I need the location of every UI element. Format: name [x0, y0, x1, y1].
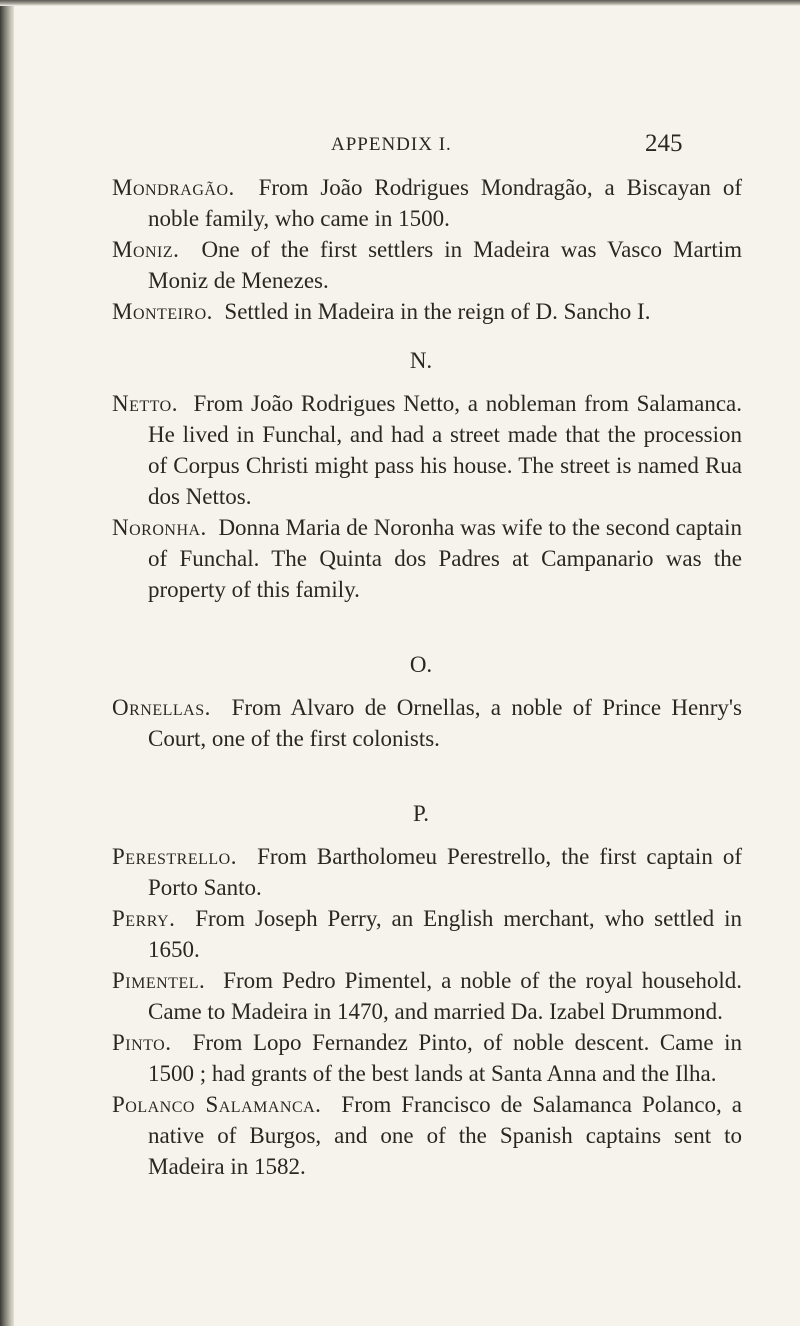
entry-head: Pinto.	[112, 1030, 172, 1055]
entry-mondragao	[112, 172, 742, 234]
entry-text: From Bartholomeu Perestrello, the first captain of Porto Santo.	[148, 844, 743, 900]
page-number: 245	[645, 130, 683, 157]
entry-head: Ornellas.	[112, 695, 211, 720]
book-binding-shadow	[0, 0, 14, 1326]
entry-head: Perry.	[112, 906, 176, 931]
entry-head: Pimentel.	[112, 968, 206, 993]
entry-text: From Francisco de Salamanca Polanco, a native of Burgos, and one of the Spanish captains sent to Madeira in 1582.	[148, 1092, 743, 1179]
entry-text: From Pedro Pimentel, a noble of the royal household. Came to Madeira in 1470, and married Da. Izabel Drummond.	[148, 968, 742, 1024]
section-letter-p: P.	[413, 801, 429, 826]
entry-text: Donna Maria de Noronha was wife to the second captain of Funchal. The Quinta dos Padres at Campanario was the property of this family.	[148, 515, 743, 602]
entry-head: Moniz.	[112, 237, 180, 262]
section-letter-o: O.	[409, 652, 433, 677]
entry-head: Monteiro.	[112, 299, 213, 324]
entry-ornellas	[112, 692, 742, 754]
entry-pinto	[112, 1027, 742, 1089]
entry-head: Mondragão.	[112, 175, 235, 200]
entry-head: Polanco Salamanca.	[112, 1092, 322, 1117]
page-top-edge	[0, 0, 800, 6]
entry-moniz	[112, 234, 742, 296]
entry-noronha	[112, 512, 742, 605]
entry-netto	[112, 388, 742, 512]
page-body	[112, 172, 742, 1182]
running-title: APPENDIX I.	[331, 134, 452, 155]
page-header	[0, 128, 800, 168]
entry-monteiro	[112, 296, 742, 327]
entry-text: From Alvaro de Ornellas, a noble of Prince Henry's Court, one of the first colonists.	[148, 695, 742, 751]
entry-text: Settled in Madeira in the reign of D. Sancho I.	[224, 299, 651, 324]
entry-head: Netto.	[112, 391, 178, 416]
entry-text: From João Rodrigues Mondragão, a Biscayan of noble family, who came in 1500.	[148, 175, 742, 231]
entry-head: Noronha.	[112, 515, 207, 540]
entry-text: From Joseph Perry, an English merchant, who settled in 1650.	[148, 906, 742, 962]
entry-perry	[112, 903, 742, 965]
entry-text: From Lopo Fernandez Pinto, of noble descent. Came in 1500 ; had grants of the best lands at Santa Anna and the Ilha.	[148, 1030, 742, 1086]
section-letter-n: N.	[409, 348, 433, 373]
entry-text: From João Rodrigues Netto, a nobleman from Salamanca. He lived in Funchal, and had a street made that the procession of Corpus Christi might pass his house. The street is named Rua dos Nettos.	[148, 391, 742, 509]
entry-perestrello	[112, 841, 742, 903]
entry-text: One of the first settlers in Madeira was Vasco Martim Moniz de Menezes.	[148, 237, 743, 293]
entry-head: Perestrello.	[112, 844, 237, 869]
entry-pimentel	[112, 965, 742, 1027]
entry-polanco-salamanca	[112, 1089, 742, 1182]
